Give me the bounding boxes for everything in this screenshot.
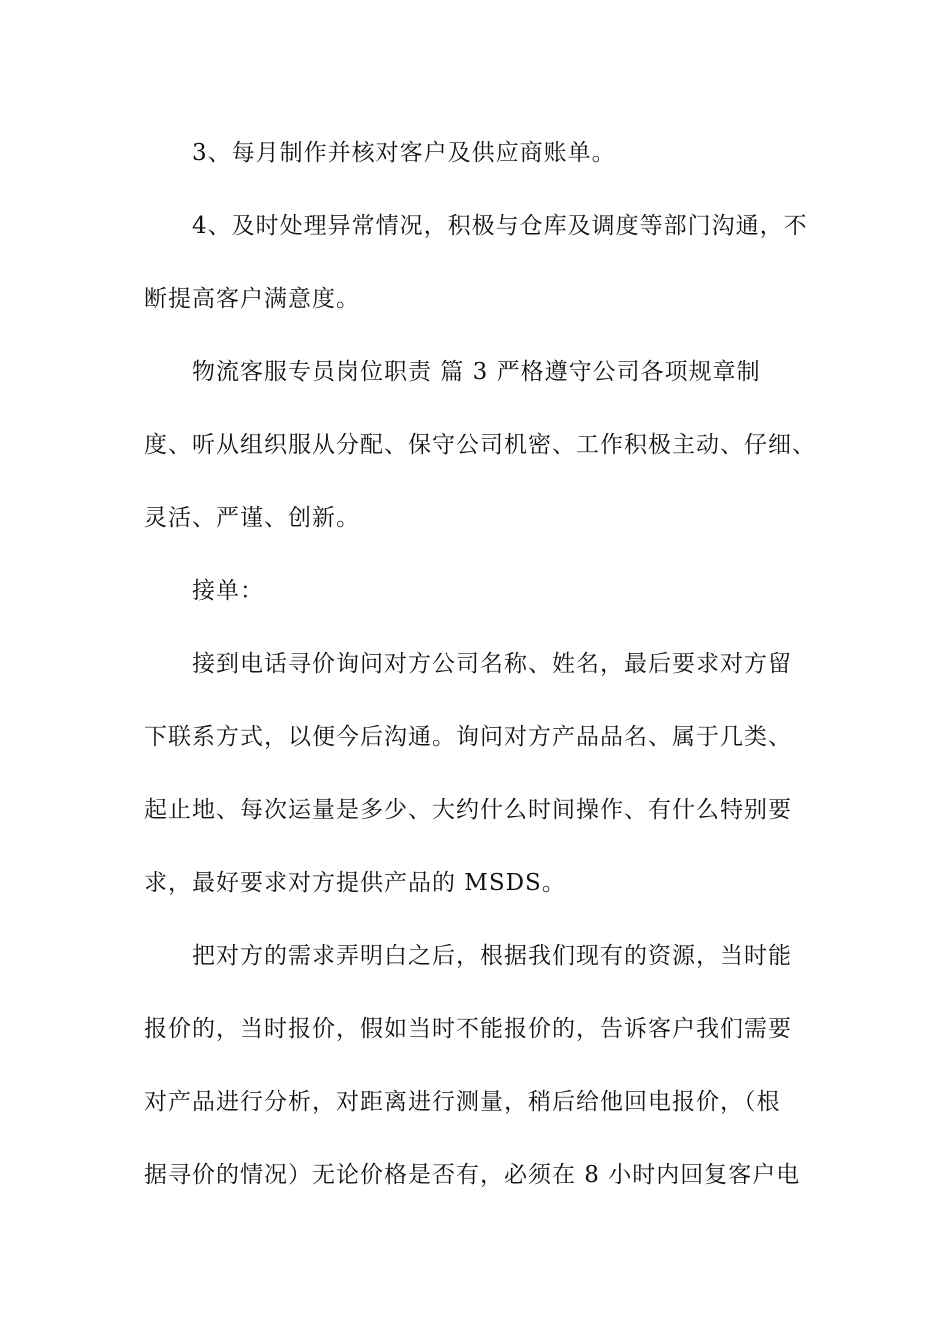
text-line: 求，最好要求对方提供产品的 MSDS。 [144, 870, 566, 896]
text-line: 3、每月制作并核对客户及供应商账单。 [192, 140, 616, 166]
text-line: 度、听从组织服从分配、保守公司机密、工作积极主动、仔细、 [144, 432, 816, 458]
text-line: 灵活、严谨、创新。 [144, 505, 360, 531]
text-line: 下联系方式，以便今后沟通。询问对方产品品名、属于几类、 [144, 724, 792, 750]
text-line: 接到电话寻价询问对方公司名称、姓名，最后要求对方留 [192, 651, 792, 677]
text-line: 把对方的需求弄明白之后，根据我们现有的资源，当时能 [192, 943, 792, 969]
text-line: 起止地、每次运量是多少、大约什么时间操作、有什么特别要 [144, 797, 792, 823]
text-line: 据寻价的情况）无论价格是否有，必须在 8 小时内回复客户电 [144, 1162, 801, 1188]
text-line: 对产品进行分析，对距离进行测量，稍后给他回电报价，（根 [144, 1089, 781, 1115]
text-line: 报价的，当时报价，假如当时不能报价的，告诉客户我们需要 [144, 1016, 792, 1042]
text-line: 断提高客户满意度。 [144, 286, 360, 312]
text-line: 4、及时处理异常情况，积极与仓库及调度等部门沟通，不 [192, 213, 808, 239]
section-heading-line: 物流客服专员岗位职责 篇 3 严格遵守公司各项规章制 [192, 359, 761, 385]
subheading-line: 接单： [192, 578, 264, 604]
